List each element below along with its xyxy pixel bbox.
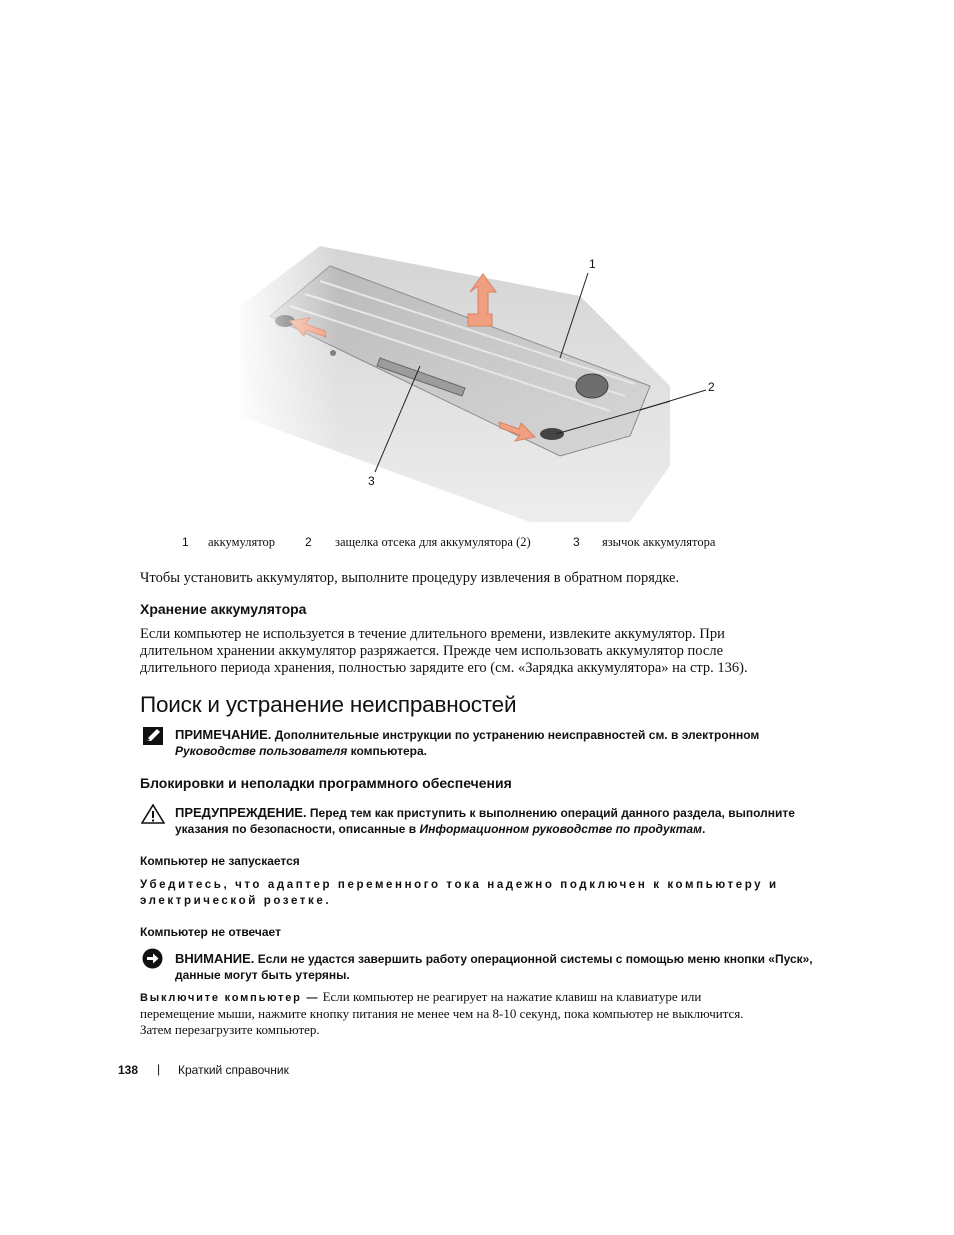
warning-end: . [701,822,706,836]
no-start-heading: Компьютер не запускается [140,854,300,868]
notice-text-2: данные могут быть утеряны. [175,968,350,982]
no-start-line-1: Убедитесь, что адаптер переменного тока надежно подключен к компьютеру и [140,879,779,891]
callout-2-leader [640,380,710,420]
storage-line-3: длительного периода хранения, полностью зарядите его (см. «Зарядка аккумулятора» на стр. 136). [140,660,748,676]
footer-title: Краткий справочник [178,1063,289,1077]
callout-1-label: 1 [589,257,596,271]
note-italic: Руководстве пользователя [175,744,348,758]
note-label: ПРИМЕЧАНИЕ. [175,727,272,742]
pencil-note-icon [143,727,163,745]
action-text-1: Если компьютер не реагирует на нажатие клавиш на клавиатуре или [319,989,702,1004]
caption-num-1: 1 [182,535,189,549]
notice-block [175,951,815,983]
warning-triangle-icon [141,804,165,824]
lockups-heading: Блокировки и неполадки программного обеспечения [140,775,512,791]
no-start-line-2: электрической розетке. [140,895,332,907]
caption-num-3: 3 [573,535,580,549]
install-paragraph: Чтобы установить аккумулятор, выполните процедуру извлечения в обратном порядке. [140,570,680,586]
caption-text-2: защелка отсека для аккумулятора (2) [335,535,531,549]
troubleshooting-heading: Поиск и устранение неисправностей [140,692,517,717]
footer-separator: | [157,1062,161,1076]
storage-heading: Хранение аккумулятора [140,601,307,617]
caption-text-1: аккумулятор [208,535,275,549]
warning-label: ПРЕДУПРЕЖДЕНИЕ. [175,805,307,820]
action-text-3: Затем перезагрузите компьютер. [140,1022,320,1037]
caption-text-3: язычок аккумулятора [602,535,716,549]
warning-text-2: указания по безопасности, описанные в [175,822,420,836]
note-text-2: компьютера. [347,744,427,758]
action-text-2: перемещение мыши, нажмите кнопку питания не менее чем на 8-10 секунд, пока компьютер не выключится. [140,1006,744,1021]
battery-illustration [230,236,670,522]
no-start-text [140,877,820,909]
warning-italic: Информационном руководстве по продуктам [419,822,702,836]
action-label: Выключите компьютер — [140,992,320,1004]
storage-line-2: длительном хранении аккумулятор разряжается. Прежде чем использовать аккумулятор после [140,643,724,659]
callout-2-label: 2 [708,380,715,394]
warning-text-1: Перед тем как приступить к выполнению операций данного раздела, выполните [306,806,795,820]
caption-num-2: 2 [305,535,312,549]
no-response-heading: Компьютер не отвечает [140,925,281,939]
warning-block [175,805,815,837]
storage-line-1: Если компьютер не используется в течение длительного времени, извлеките аккумулятор. При [140,626,725,642]
note-text-1: Дополнительные инструкции по устранению неисправностей см. в электронном [271,728,760,742]
notice-text-1: Если не удастся завершить работу операционной системы с помощью меню кнопки «Пуск», [254,952,813,966]
callout-3-label: 3 [368,474,375,488]
notice-label: ВНИМАНИЕ. [175,951,255,966]
notice-arrow-icon [142,948,163,969]
action-paragraph [140,989,830,1038]
page-number: 138 [118,1063,139,1077]
note-block [175,727,815,759]
